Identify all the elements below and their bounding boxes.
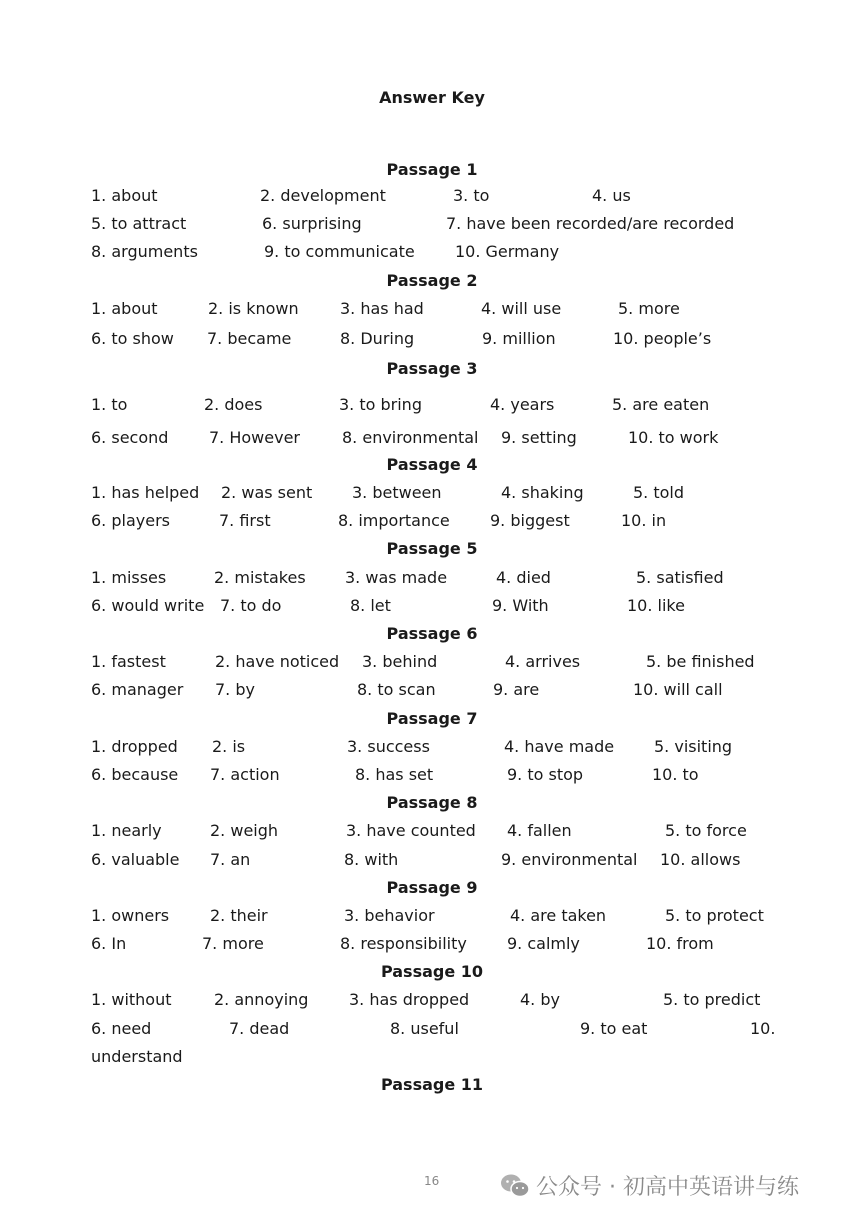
answer: 9. to eat (580, 1019, 648, 1038)
answer: 10. people’s (613, 329, 712, 348)
answer: 4. died (496, 568, 551, 587)
answer: 8. useful (390, 1019, 459, 1038)
answer: 2. is known (208, 299, 299, 318)
answer: 1. nearly (91, 821, 162, 840)
answer: 7. However (209, 428, 300, 447)
answer: 4. fallen (507, 821, 572, 840)
wechat-icon (500, 1173, 530, 1199)
page-number: 16 (424, 1174, 440, 1188)
answer: 9. million (482, 329, 556, 348)
answer: 5. to attract (91, 214, 187, 233)
answer: 9. are (493, 680, 540, 699)
passage-title: Passage 6 (386, 624, 478, 643)
answer: 5. visiting (654, 737, 733, 756)
answer: 9. biggest (490, 511, 570, 530)
answer: 7. by (215, 680, 255, 699)
passage-title: Passage 5 (386, 539, 478, 558)
answer: 4. will use (481, 299, 562, 318)
answer: 7. dead (229, 1019, 290, 1038)
answer: 4. years (490, 395, 555, 414)
answer: 5. told (633, 483, 685, 502)
passage-title: Passage 9 (386, 878, 478, 897)
watermark-text: 公众号 · 初高中英语讲与练 (536, 1175, 799, 1200)
answer: 4. us (592, 186, 631, 205)
answer: 8. environmental (342, 428, 479, 447)
passage-title: Passage 10 (380, 962, 484, 981)
answer: 9. setting (501, 428, 577, 447)
answer: 9. With (492, 596, 549, 615)
answer: 7. have been recorded/are recorded (446, 214, 735, 233)
watermark (500, 1170, 799, 1201)
answer: 1. without (91, 990, 172, 1009)
answer: 3. was made (345, 568, 448, 587)
answer: 6. second (91, 428, 169, 447)
answer: 6. need (91, 1019, 152, 1038)
answer: 8. has set (355, 765, 434, 784)
answer: 8. to scan (357, 680, 436, 699)
answer: 7. became (207, 329, 292, 348)
answer: 7. first (219, 511, 271, 530)
answer: 1. has helped (91, 483, 200, 502)
answer: 7. to do (220, 596, 282, 615)
answer: 1. fastest (91, 652, 166, 671)
answer: 10. to work (628, 428, 719, 447)
answer: 10. to (652, 765, 699, 784)
passage-title: Passage 1 (386, 160, 478, 179)
answer: 1. about (91, 186, 158, 205)
answer: 1. to (91, 395, 128, 414)
answer: 10. in (621, 511, 667, 530)
answer: 1. about (91, 299, 158, 318)
answer: 10. from (646, 934, 714, 953)
answer: 2. development (260, 186, 386, 205)
answer: 6. to show (91, 329, 174, 348)
passage-title: Passage 8 (386, 793, 478, 812)
answer: 4. arrives (505, 652, 581, 671)
answer: 5. to force (665, 821, 747, 840)
answer: 10. will call (633, 680, 723, 699)
answer: 2. does (204, 395, 263, 414)
answer: 7. an (210, 850, 251, 869)
answer: 6. manager (91, 680, 184, 699)
answer: 6. In (91, 934, 127, 953)
answer: 3. have counted (346, 821, 476, 840)
answer: 8. with (344, 850, 399, 869)
answer: 10. Germany (455, 242, 560, 261)
answer: 9. calmly (507, 934, 580, 953)
answer: 10. allows (660, 850, 741, 869)
answer: 1. dropped (91, 737, 178, 756)
answer: 3. between (352, 483, 442, 502)
answer: 5. to predict (663, 990, 761, 1009)
passage-title: Passage 4 (386, 455, 478, 474)
answer: 8. arguments (91, 242, 198, 261)
answer: 5. satisfied (636, 568, 724, 587)
answer: 2. annoying (214, 990, 309, 1009)
answer: 3. behavior (344, 906, 435, 925)
passage-title: Passage 2 (386, 271, 478, 290)
answer: 6. surprising (262, 214, 362, 233)
answer: 2. was sent (221, 483, 313, 502)
answer: 7. action (210, 765, 280, 784)
answer: 3. to (453, 186, 490, 205)
answer: 8. During (340, 329, 415, 348)
answer: 4. are taken (510, 906, 607, 925)
answer: 3. success (347, 737, 430, 756)
answer: 2. mistakes (214, 568, 306, 587)
answer: 3. to bring (339, 395, 422, 414)
answer: 10. (750, 1019, 776, 1038)
answer: 3. behind (362, 652, 438, 671)
answer: 7. more (202, 934, 264, 953)
answer: 2. is (212, 737, 246, 756)
answer: 10. like (627, 596, 685, 615)
answer: 6. would write (91, 596, 205, 615)
answer: 8. responsibility (340, 934, 467, 953)
answer: 4. by (520, 990, 560, 1009)
passage-title: Passage 11 (380, 1075, 484, 1094)
answer: 1. misses (91, 568, 167, 587)
answer: 5. are eaten (612, 395, 710, 414)
answer: 1. owners (91, 906, 170, 925)
passage-title: Passage 3 (386, 359, 478, 378)
answer: 4. have made (504, 737, 615, 756)
answer: 8. let (350, 596, 391, 615)
answer: 6. because (91, 765, 179, 784)
answer: 3. has had (340, 299, 424, 318)
answer: understand (91, 1047, 183, 1066)
answer: 5. be finished (646, 652, 755, 671)
answer: 2. have noticed (215, 652, 340, 671)
answer: 6. players (91, 511, 170, 530)
answer: 2. their (210, 906, 268, 925)
answer: 9. to communicate (264, 242, 415, 261)
answer: 8. importance (338, 511, 450, 530)
answer: 9. to stop (507, 765, 584, 784)
answer: 2. weigh (210, 821, 279, 840)
answer: 3. has dropped (349, 990, 470, 1009)
answer: 9. environmental (501, 850, 638, 869)
answer: 6. valuable (91, 850, 180, 869)
passage-title: Passage 7 (386, 709, 478, 728)
page-title: Answer Key (379, 88, 485, 107)
answer: 5. more (618, 299, 680, 318)
answer: 5. to protect (665, 906, 764, 925)
answer: 4. shaking (501, 483, 584, 502)
